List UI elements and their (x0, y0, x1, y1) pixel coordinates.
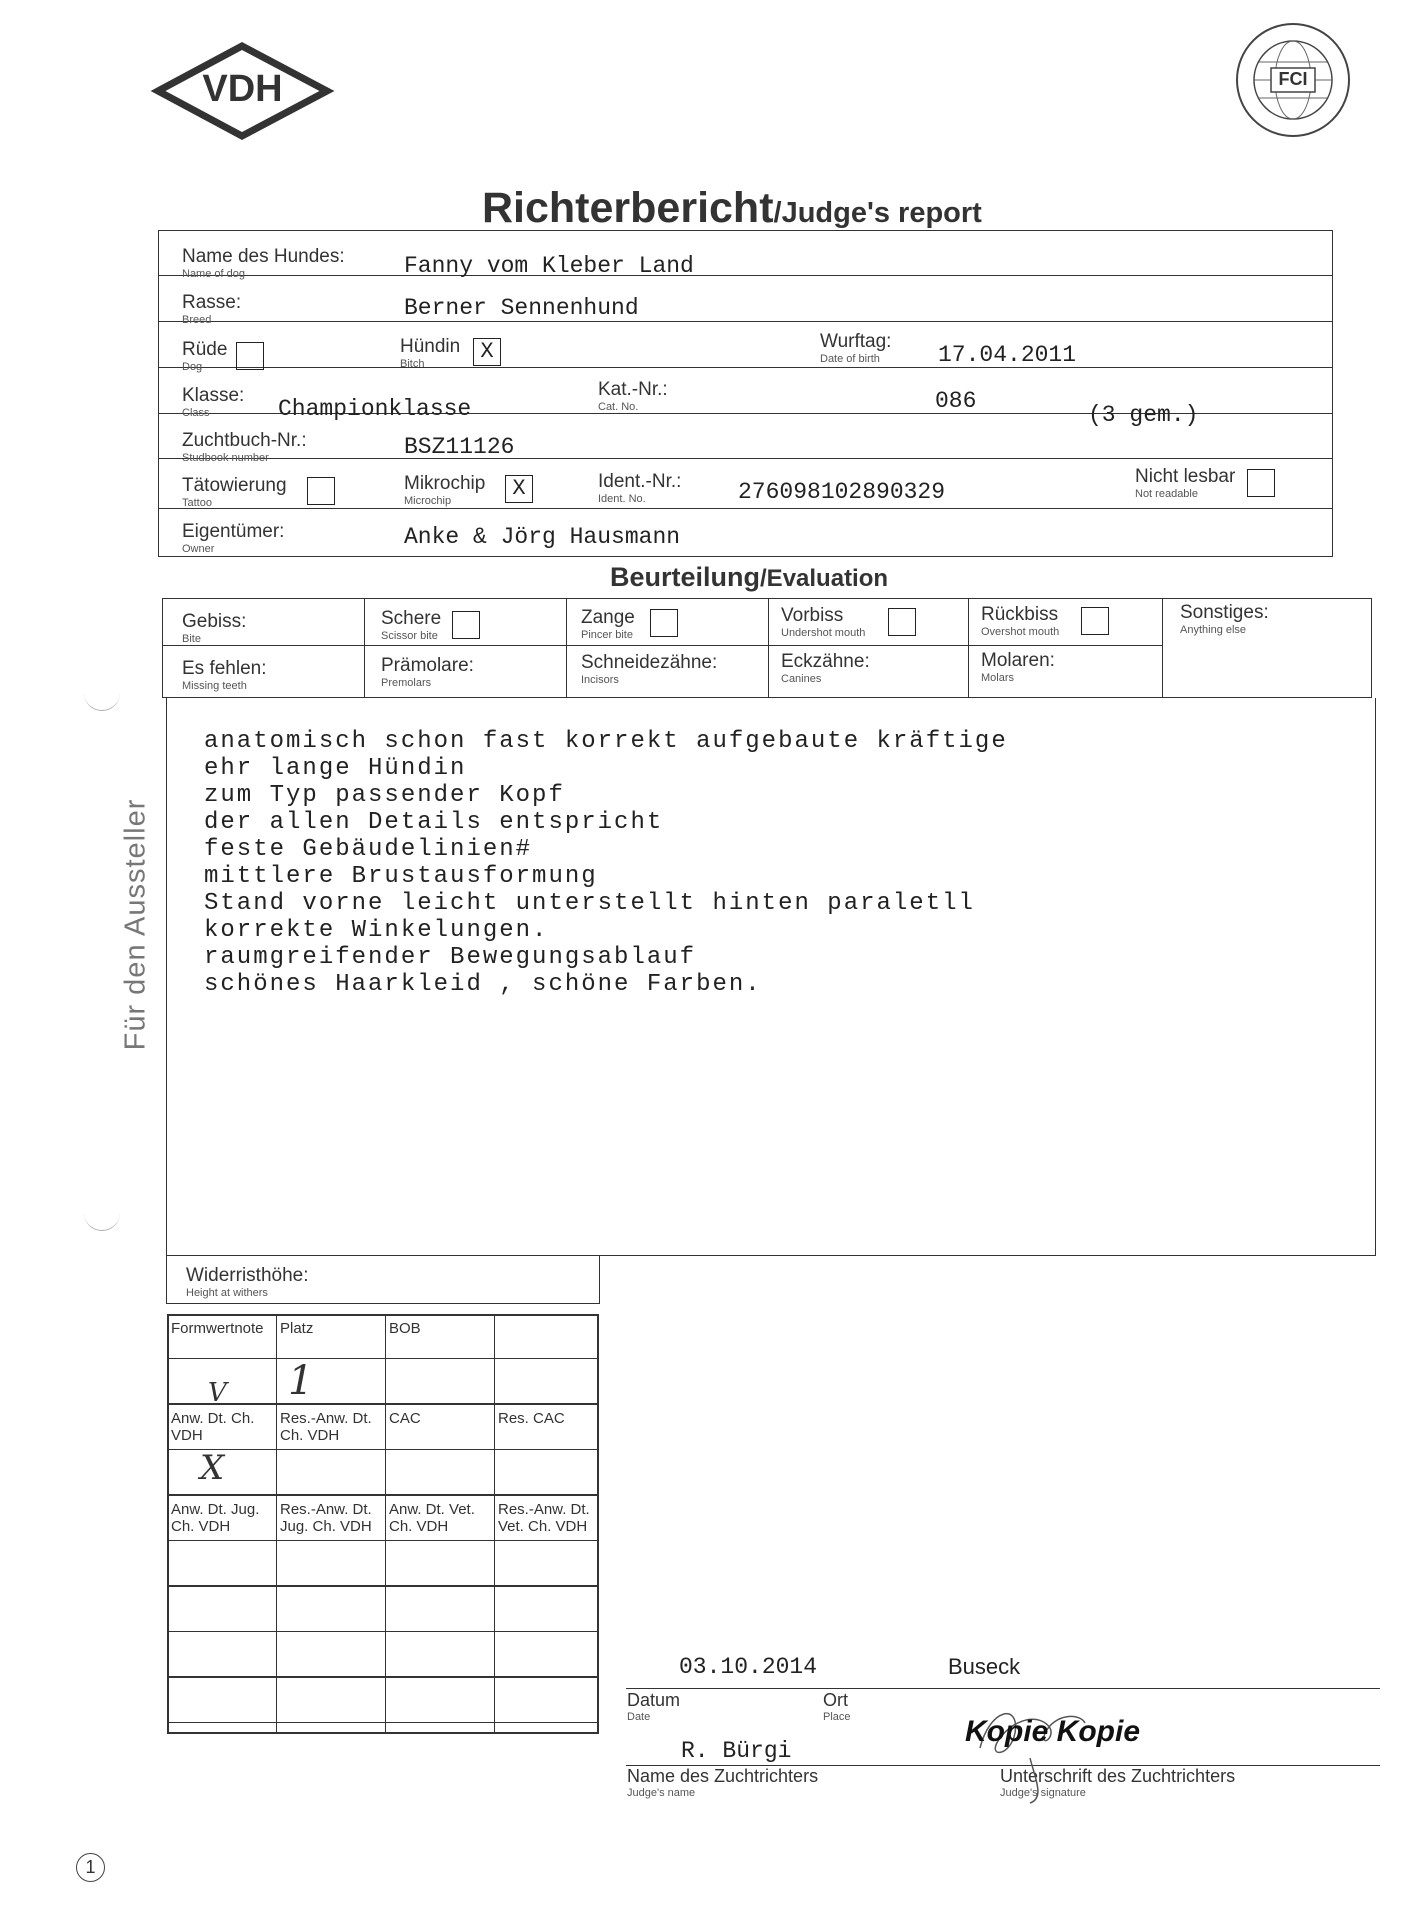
pincer-checkbox[interactable] (650, 609, 678, 637)
identno-value: 276098102890329 (738, 479, 946, 505)
catno-label-group (598, 380, 668, 413)
grade-anw-dt-jug-ch: Anw. Dt. Jug. Ch. VDH (171, 1501, 260, 1536)
evaluation-text (204, 728, 1008, 998)
evaluation-title (610, 562, 888, 593)
breed-value: Berner Sennenhund (404, 295, 639, 321)
notreadable-label: Nicht lesbar (1135, 466, 1236, 487)
evaluation-line: feste Gebäudelinien# (204, 836, 533, 863)
grade-anw-dt-vet-ch: Anw. Dt. Vet. Ch. VDH (389, 1501, 475, 1536)
side-text: Für den Aussteller (119, 798, 152, 1051)
bitch-label-group (400, 337, 460, 370)
bitch-label: Hündin (400, 336, 461, 357)
place-sub: Place (823, 1711, 851, 1723)
incisors-sub: Incisors (581, 674, 619, 686)
undershot-label: Vorbiss (781, 605, 844, 626)
studbook-label: Zuchtbuch-Nr.: (182, 430, 307, 451)
sign-sub: Judge's signature (1000, 1787, 1086, 1799)
microchip-label: Mikrochip (404, 473, 486, 494)
canines-label: Eckzähne: (781, 651, 870, 672)
canines-sub: Canines (781, 673, 822, 685)
evaluation-title-main: Beurteilung (610, 562, 761, 592)
title-sub: /Judge's report (773, 197, 982, 229)
notreadable-sub: Not readable (1135, 488, 1198, 500)
evaluation-line: korrekte Winkelungen. (204, 917, 549, 944)
grade-bob-header: BOB (389, 1320, 421, 1337)
dog-checkbox[interactable] (236, 342, 264, 370)
overshot-sub: Overshot mouth (981, 626, 1060, 638)
catno-label: Kat.-Nr.: (598, 379, 668, 400)
date-value: 03.10.2014 (679, 1654, 818, 1680)
identno-sub: Ident. No. (598, 493, 646, 505)
molars-sub: Molars (981, 672, 1015, 684)
evaluation-line: anatomisch schon fast korrekt aufgebaute kräftige (204, 728, 1008, 755)
scissor-label: Schere (381, 608, 442, 629)
class-value: Championklasse (278, 396, 472, 422)
other-label-group (1180, 603, 1269, 636)
dob-label-group (820, 332, 891, 365)
microchip-checkbox[interactable]: X (505, 475, 533, 503)
judge-name-value: R. Bürgi (681, 1738, 792, 1764)
date-sub: Date (627, 1711, 651, 1723)
breed-sub: Breed (182, 314, 212, 326)
judge-label-group (627, 1767, 818, 1799)
evaluation-line: zum Typ passender Kopf (204, 782, 565, 809)
owner-label-group (182, 522, 284, 555)
withers-label: Widerristhöhe: (186, 1265, 309, 1286)
fci-logo-text: FCI (1278, 69, 1308, 89)
identno-label-group (598, 472, 681, 505)
class-sub: Class (182, 407, 210, 419)
undershot-label-group (781, 606, 865, 639)
catno-value: 086 (935, 388, 977, 414)
studbook-label-group (182, 431, 307, 464)
grade-formwertnote-header: Formwertnote (171, 1320, 264, 1337)
punch-hole-mark (84, 680, 120, 711)
evaluation-line: der allen Details entspricht (204, 809, 664, 836)
grade-cac: CAC (389, 1410, 421, 1427)
class-label: Klasse: (182, 385, 245, 406)
scissor-sub: Scissor bite (381, 630, 438, 642)
judge-sub: Judge's name (627, 1787, 696, 1799)
microchip-label-group (404, 474, 485, 507)
bitch-sub: Bitch (400, 358, 425, 370)
vdh-logo-text: VDH (202, 68, 283, 110)
owner-value: Anke & Jörg Hausmann (404, 524, 681, 550)
tattoo-label-group (182, 476, 287, 509)
tattoo-sub: Tattoo (182, 497, 212, 509)
other-sub: Anything else (1180, 624, 1247, 636)
grade-res-anw-dt-jug-ch: Res.-Anw. Dt. Jug. Ch. VDH (280, 1501, 372, 1536)
grade-res-cac: Res. CAC (498, 1410, 565, 1427)
studbook-value: BSZ11126 (404, 434, 515, 460)
undershot-sub: Undershot mouth (781, 627, 866, 639)
grade-res-anw-dt-ch: Res.-Anw. Dt. Ch. VDH (280, 1410, 372, 1445)
place-label: Ort (823, 1690, 848, 1710)
missing-label: Es fehlen: (182, 658, 267, 679)
missing-sub: Missing teeth (182, 680, 247, 692)
tattoo-checkbox[interactable] (307, 477, 335, 505)
breed-label: Rasse: (182, 292, 242, 313)
premolars-label-group (381, 656, 474, 689)
bite-label-group (182, 612, 246, 645)
owner-sub: Owner (182, 543, 215, 555)
fci-logo (1233, 20, 1353, 140)
overshot-label-group (981, 605, 1059, 638)
pincer-label: Zange (581, 607, 635, 628)
tattoo-label: Tätowierung (182, 475, 287, 496)
molars-label-group (981, 651, 1055, 684)
withers-label-group (186, 1266, 309, 1299)
name-sub: Name of dog (182, 268, 245, 280)
dog-sub: Dog (182, 361, 203, 373)
dog-label: Rüde (182, 339, 228, 360)
microchip-sub: Microchip (404, 495, 452, 507)
scissor-checkbox[interactable] (452, 611, 480, 639)
incisors-label: Schneidezähne: (581, 652, 718, 673)
other-label: Sonstiges: (1180, 602, 1269, 623)
withers-sub: Height at withers (186, 1287, 268, 1299)
evaluation-line: schönes Haarkleid , schöne Farben. (204, 971, 762, 998)
pincer-sub: Pincer bite (581, 629, 633, 641)
overshot-label: Rückbiss (981, 604, 1059, 625)
class-label-group (182, 386, 244, 419)
premolars-sub: Premolars (381, 677, 432, 689)
date-label-group (627, 1691, 680, 1723)
place-value: Buseck (948, 1654, 1021, 1679)
identno-label: Ident.-Nr.: (598, 471, 682, 492)
incisors-label-group (581, 653, 717, 686)
sign-label: Unterschrift des Zuchtrichters (1000, 1766, 1236, 1786)
name-label-group (182, 247, 345, 280)
overshot-checkbox[interactable] (1081, 607, 1109, 635)
catno-sub: Cat. No. (598, 401, 639, 413)
dog-name-value: Fanny vom Kleber Land (404, 253, 694, 279)
grade-platz-header: Platz (280, 1320, 314, 1337)
grade-platz-value: 1 (288, 1358, 314, 1404)
copy-stamp: Kopie Kopie (965, 1715, 1141, 1748)
undershot-checkbox[interactable] (888, 608, 916, 636)
bitch-checkbox[interactable]: X (473, 338, 501, 366)
dob-value: 17.04.2011 (938, 342, 1077, 368)
title-main: Richterbericht (482, 184, 774, 232)
evaluation-line: Stand vorne leicht unterstellt hinten paraletll (204, 890, 975, 917)
evaluation-line: ehr lange Hündin (204, 755, 467, 782)
studbook-sub: Studbook number (182, 452, 269, 464)
bite-sub: Bite (182, 633, 201, 645)
canines-label-group (781, 652, 870, 685)
breed-label-group (182, 293, 241, 326)
place-label-group (823, 1691, 851, 1723)
premolars-label: Prämolare: (381, 655, 474, 676)
evaluation-line: mittlere Brustausformung (204, 863, 598, 890)
vdh-logo (150, 40, 335, 142)
catno-note: (3 gem.) (1088, 402, 1199, 428)
bite-label: Gebiss: (182, 611, 247, 632)
scissor-label-group (381, 609, 441, 642)
date-label: Datum (627, 1690, 681, 1710)
missing-label-group (182, 659, 267, 692)
punch-hole-mark (84, 1200, 120, 1231)
molars-label: Molaren: (981, 650, 1055, 671)
dog-label-group (182, 340, 227, 373)
owner-label: Eigentümer: (182, 521, 285, 542)
notreadable-label-group (1135, 467, 1235, 500)
grade-formwertnote-value: V (208, 1378, 227, 1408)
pincer-label-group (581, 608, 635, 641)
page-title (482, 184, 982, 233)
dob-label: Wurftag: (820, 331, 892, 352)
judge-label: Name des Zuchtrichters (627, 1766, 819, 1786)
grade-anw-dt-ch: Anw. Dt. Ch. VDH (171, 1410, 255, 1445)
grade-res-anw-dt-vet-ch: Res.-Anw. Dt. Vet. Ch. VDH (498, 1501, 590, 1536)
page-number: 1 (76, 1853, 105, 1882)
notreadable-checkbox[interactable] (1247, 469, 1275, 497)
grade-anw-dt-ch-value: X (200, 1448, 225, 1488)
name-label: Name des Hundes: (182, 246, 345, 267)
evaluation-line: raumgreifender Bewegungsablauf (204, 944, 697, 971)
evaluation-title-sub: /Evaluation (760, 565, 889, 592)
dob-sub: Date of birth (820, 353, 880, 365)
